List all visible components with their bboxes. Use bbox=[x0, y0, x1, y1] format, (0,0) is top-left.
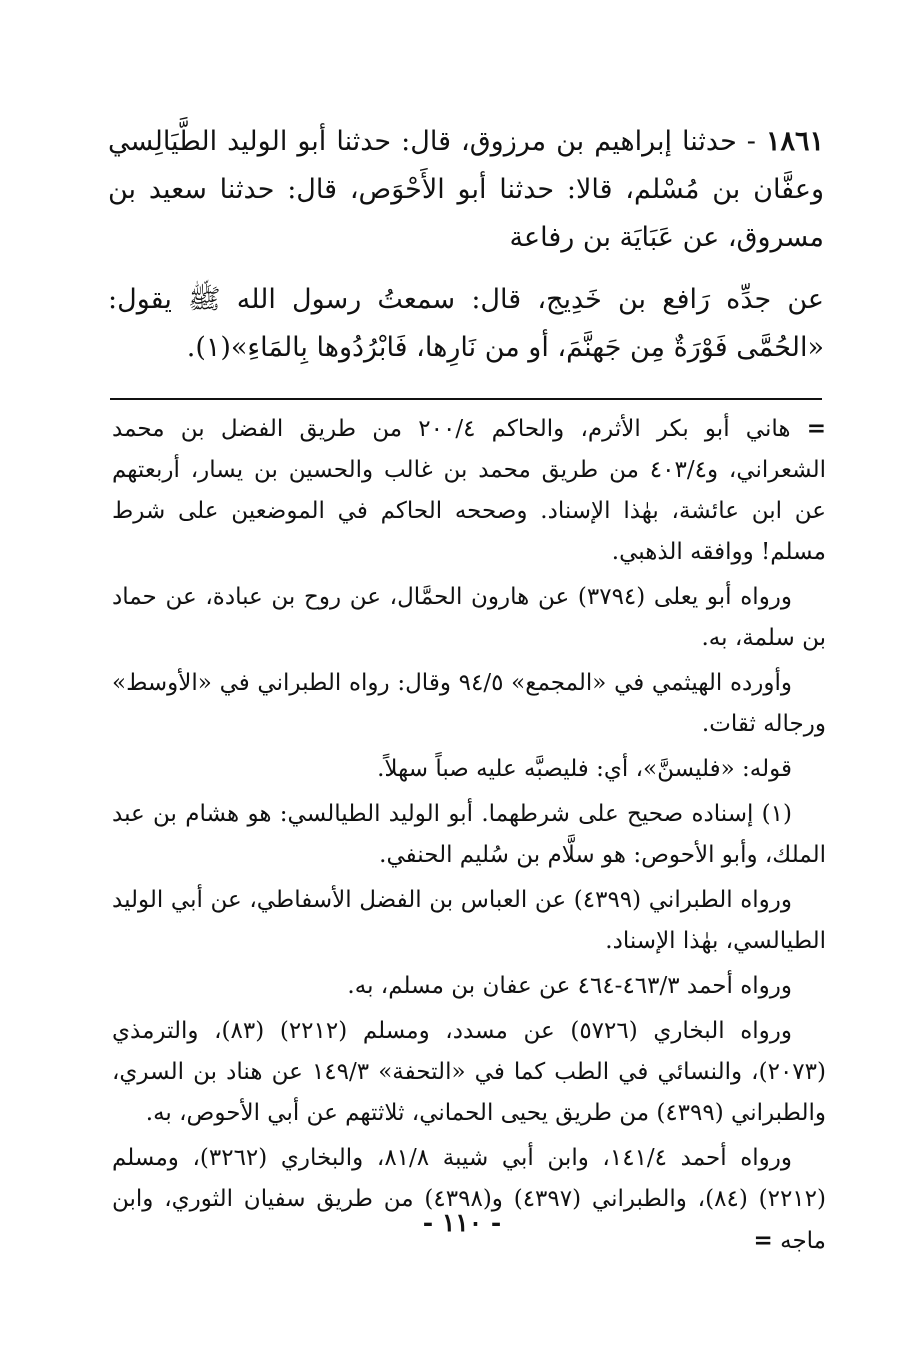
hadith-isnad: حدثنا إبراهيم بن مرزوق، قال: حدثنا أبو الوليد الطَّيَالِسي وعفَّان بن مُسْلم، قالا: حدثنا أبو الأَحْوَص، قال: حدثنا سعيد بن مسروق، عن عَبَايَة بن رفاعة bbox=[108, 126, 824, 253]
footnotes bbox=[112, 408, 826, 1266]
footnote-paragraph: (١) إسناده صحيح على شرطهما. أبو الوليد الطيالسي: هو هشام بن عبد الملك، وأبو الأحوص: هو سلَّام بن سُليم الحنفي. bbox=[112, 801, 826, 868]
hadith-paragraph-2: عن جدِّه رَافع بن خَدِيج، قال: سمعتُ رسول الله ﷺ يقول: «الحُمَّى فَوْرَةٌ مِن جَهنَّمَ، أو من نَارِها، فَابْرُدُوها بِالمَاءِ»(١). bbox=[108, 284, 824, 363]
footnote-paragraph bbox=[112, 1138, 826, 1262]
footnote-paragraph: قوله: «فليسنَّ»، أي: فليصبَّه عليه صباً سهلاً. bbox=[377, 756, 792, 782]
footnote-paragraph: ورواه أحمد ٤٦٣/٣-٤٦٤ عن عفان بن مسلم، به. bbox=[347, 973, 792, 999]
footnote-divider bbox=[110, 398, 822, 400]
footnote-paragraph: ورواه البخاري (٥٧٢٦) عن مسدد، ومسلم (٢٢١٢) (٨٣)، والترمذي (٢٠٧٣)، والنسائي في الطب كما في «التحفة» ١٤٩/٣ عن هناد بن السري، والطبراني (٤٣٩٩) من طريق يحيى الحماني، ثلاثتهم عن أبي الأحوص، به. bbox=[112, 1018, 826, 1126]
page-number: - ١١٠ - bbox=[422, 1208, 502, 1237]
continuation-marker: = bbox=[806, 415, 826, 442]
footnote-text: ورواه أحمد ١٤١/٤، وابن أبي شيبة ٨١/٨، والبخاري (٣٢٦٢)، ومسلم (٢٢١٢) (٨٤)، والطبراني (٤٣٩٧) و(٤٣٩٨) من طريق سفيان الثوري، وابن ماجه bbox=[112, 1145, 826, 1254]
hadith-paragraph-1 bbox=[108, 118, 824, 262]
footnote-paragraph: ورواه الطبراني (٤٣٩٩) عن العباس بن الفضل الأسفاطي، عن أبي الوليد الطيالسي، بهٰذا الإسناد. bbox=[112, 887, 826, 954]
dash: - bbox=[736, 126, 756, 157]
hadith-text bbox=[108, 118, 824, 372]
footnote-text: هاني أبو بكر الأثرم، والحاكم ٢٠٠/٤ من طريق الفضل بن محمد الشعراني، و٤٠٣/٤ من طريق محمد بن غالب والحسين بن يسار، أربعتهم عن ابن عائشة، بهٰذا الإسناد. وصححه الحاكم في الموضعين على شرط مسلم! ووافقه الذهبي. bbox=[112, 416, 826, 565]
end-marker: = bbox=[753, 1227, 773, 1254]
footnote-paragraph bbox=[112, 408, 826, 573]
hadith-number: ١٨٦١ bbox=[765, 126, 824, 157]
footnote-paragraph: ورواه أبو يعلى (٣٧٩٤) عن هارون الحمَّال، عن روح بن عبادة، عن حماد بن سلمة، به. bbox=[112, 584, 826, 651]
footnote-paragraph: وأورده الهيثمي في «المجمع» ٩٤/٥ وقال: رواه الطبراني في «الأوسط» ورجاله ثقات. bbox=[112, 670, 826, 737]
